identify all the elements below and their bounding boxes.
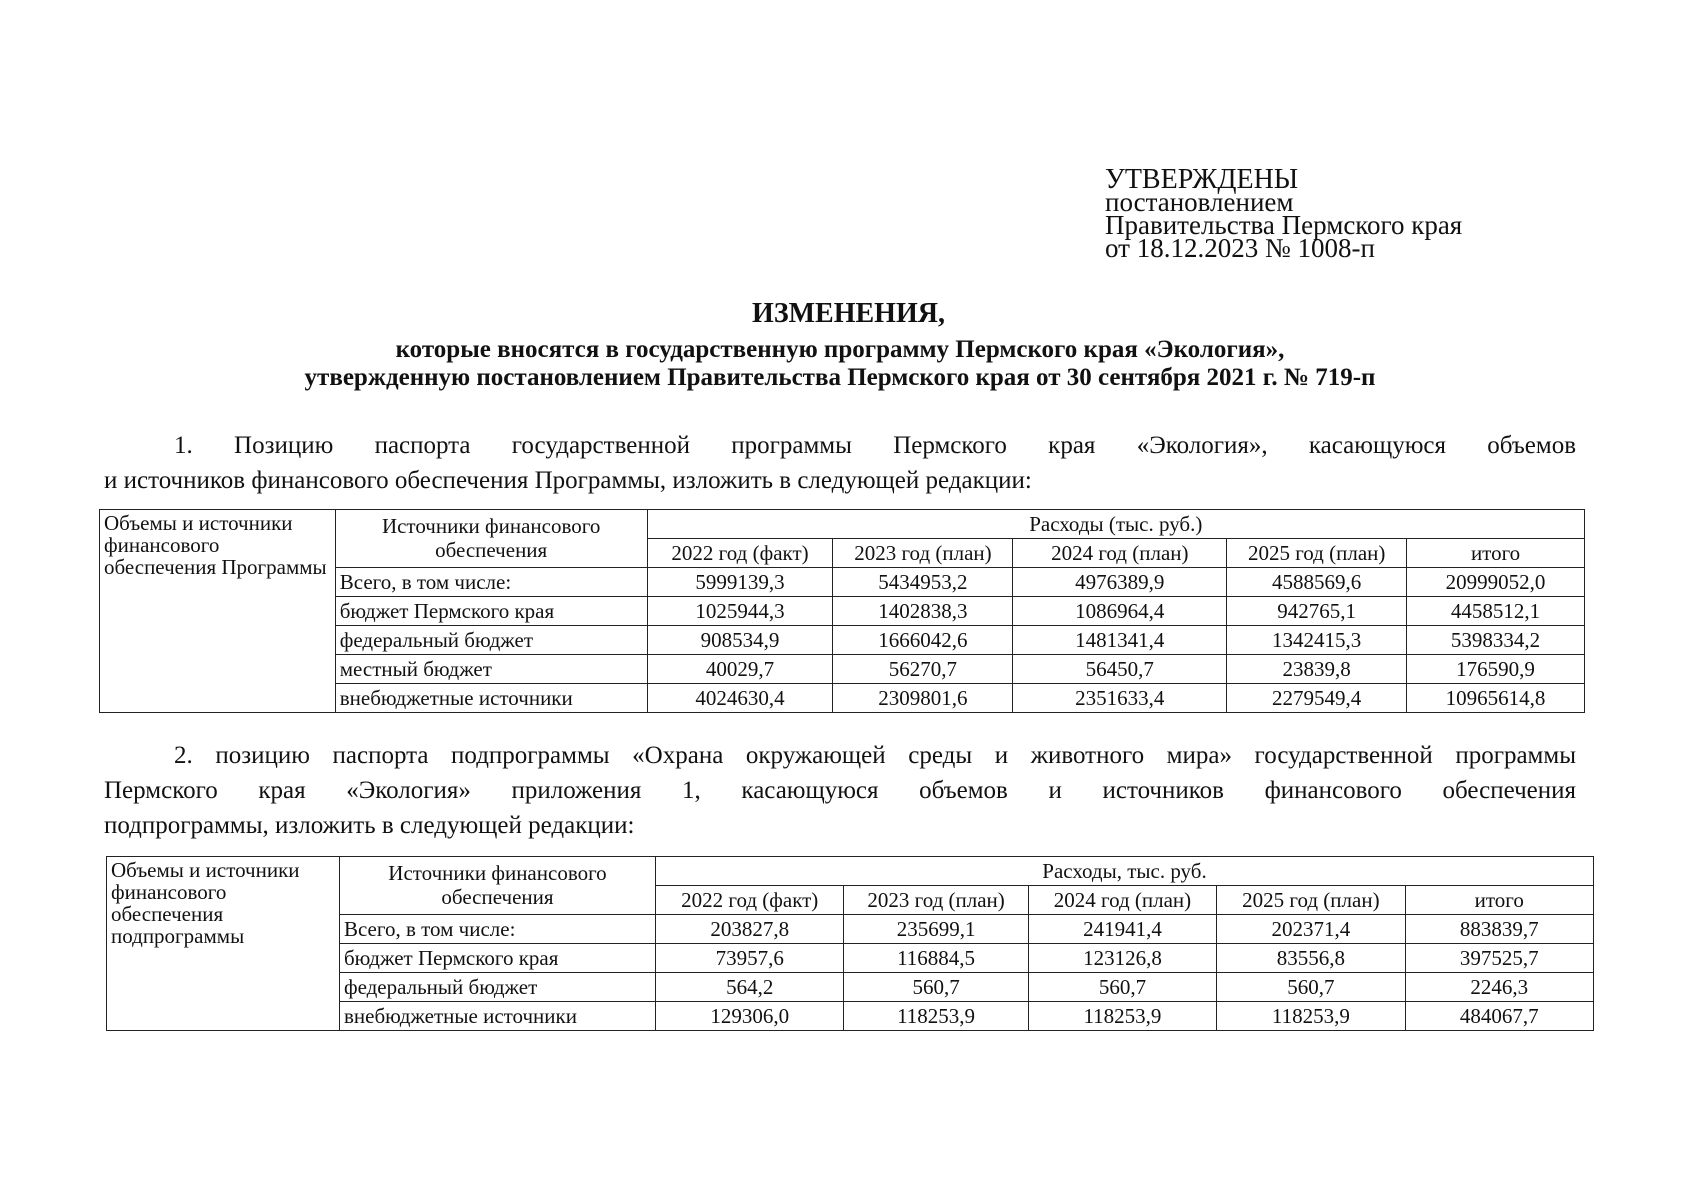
cell-value: 1666042,6	[833, 626, 1013, 655]
paragraph-2	[104, 738, 1576, 843]
row-label: федеральный бюджет	[339, 973, 655, 1002]
cell-value: 560,7	[1217, 973, 1405, 1002]
cell-value: 83556,8	[1217, 944, 1405, 973]
year-header: 2022 год (факт)	[647, 539, 833, 568]
cell-value: 942765,1	[1227, 597, 1407, 626]
expenses-header: Расходы (тыс. руб.)	[647, 510, 1584, 539]
table-first-column-header: Объемы и источники финансового обеспечения Программы	[100, 510, 336, 713]
cell-value: 116884,5	[844, 944, 1028, 973]
approval-line: Правительства Пермского края	[1105, 210, 1463, 240]
cell-total: 10965614,8	[1407, 684, 1585, 713]
cell-value: 1402838,3	[833, 597, 1013, 626]
row-label: федеральный бюджет	[335, 626, 647, 655]
cell-value: 73957,6	[656, 944, 844, 973]
cell-total: 397525,7	[1405, 944, 1593, 973]
source-header: Источники финансового обеспечения	[335, 510, 647, 568]
total-header: итого	[1407, 539, 1585, 568]
cell-value: 23839,8	[1227, 655, 1407, 684]
row-label: бюджет Пермского края	[335, 597, 647, 626]
cell-value: 560,7	[1028, 973, 1216, 1002]
cell-value: 564,2	[656, 973, 844, 1002]
cell-value: 235699,1	[844, 915, 1028, 944]
cell-total: 4458512,1	[1407, 597, 1585, 626]
cell-value: 56270,7	[833, 655, 1013, 684]
year-header: 2024 год (план)	[1028, 886, 1216, 915]
cell-value: 56450,7	[1013, 655, 1227, 684]
row-label: Всего, в том числе:	[335, 568, 647, 597]
year-header: 2023 год (план)	[833, 539, 1013, 568]
cell-value: 118253,9	[1028, 1002, 1216, 1031]
row-label: местный бюджет	[335, 655, 647, 684]
row-label: бюджет Пермского края	[339, 944, 655, 973]
subtitle-line: утвержденную постановлением Правительства Пермского края от 30 сентября 2021 г. № 719-п	[304, 364, 1376, 391]
cell-value: 560,7	[844, 973, 1028, 1002]
paragraph-line: подпрограммы, изложить в следующей редакции:	[104, 812, 635, 839]
document-title: ИЗМЕНЕНИЯ,	[752, 298, 945, 329]
cell-total: 20999052,0	[1407, 568, 1585, 597]
cell-value: 1481341,4	[1013, 626, 1227, 655]
cell-value: 5999139,3	[647, 568, 833, 597]
cell-value: 2279549,4	[1227, 684, 1407, 713]
cell-value: 1086964,4	[1013, 597, 1227, 626]
expenses-header: Расходы, тыс. руб.	[656, 857, 1594, 886]
paragraph-1	[104, 428, 1576, 498]
cell-total: 484067,7	[1405, 1002, 1593, 1031]
year-header: 2025 год (план)	[1227, 539, 1407, 568]
cell-total: 883839,7	[1405, 915, 1593, 944]
program-finance-table	[99, 509, 1585, 713]
paragraph-line: Пермского края «Экология» приложения 1, касающуюся объемов и источников финансового обеспечения	[104, 777, 1576, 804]
total-header: итого	[1405, 886, 1593, 915]
paragraph-line: и источников финансового обеспечения Программы, изложить в следующей редакции:	[104, 467, 1032, 494]
cell-value: 908534,9	[647, 626, 833, 655]
paragraph-line: 1. Позицию паспорта государственной программы Пермского края «Экология», касающуюся объемов	[174, 432, 1576, 459]
cell-value: 4976389,9	[1013, 568, 1227, 597]
approval-heading: УТВЕРЖДЕНЫ	[1105, 164, 1299, 195]
cell-value: 129306,0	[656, 1002, 844, 1031]
row-label: внебюджетные источники	[339, 1002, 655, 1031]
cell-value: 203827,8	[656, 915, 844, 944]
cell-value: 40029,7	[647, 655, 833, 684]
cell-value: 4588569,6	[1227, 568, 1407, 597]
table-first-column-header: Объемы и источники финансового обеспечения подпрограммы	[107, 857, 340, 1031]
year-header: 2025 год (план)	[1217, 886, 1405, 915]
year-header: 2022 год (факт)	[656, 886, 844, 915]
source-header: Источники финансового обеспечения	[339, 857, 655, 915]
cell-value: 5434953,2	[833, 568, 1013, 597]
row-label: Всего, в том числе:	[339, 915, 655, 944]
approval-block	[1105, 164, 1463, 263]
subprogram-finance-table	[106, 856, 1594, 1031]
approval-line: постановлением	[1105, 187, 1294, 217]
cell-value: 241941,4	[1028, 915, 1216, 944]
cell-value: 202371,4	[1217, 915, 1405, 944]
cell-value: 2309801,6	[833, 684, 1013, 713]
cell-value: 118253,9	[844, 1002, 1028, 1031]
cell-total: 5398334,2	[1407, 626, 1585, 655]
cell-total: 2246,3	[1405, 973, 1593, 1002]
cell-value: 123126,8	[1028, 944, 1216, 973]
paragraph-line: 2. позицию паспорта подпрограммы «Охрана окружающей среды и животного мира» государственной программы	[174, 742, 1576, 769]
document-subtitle	[200, 336, 1480, 392]
cell-value: 2351633,4	[1013, 684, 1227, 713]
year-header: 2024 год (план)	[1013, 539, 1227, 568]
cell-value: 118253,9	[1217, 1002, 1405, 1031]
year-header: 2023 год (план)	[844, 886, 1028, 915]
cell-value: 1025944,3	[647, 597, 833, 626]
cell-total: 176590,9	[1407, 655, 1585, 684]
approval-date-number: от 18.12.2023 № 1008-п	[1105, 233, 1375, 263]
row-label: внебюджетные источники	[335, 684, 647, 713]
subtitle-line: которые вносятся в государственную программу Пермского края «Экология»,	[395, 336, 1285, 363]
cell-value: 4024630,4	[647, 684, 833, 713]
cell-value: 1342415,3	[1227, 626, 1407, 655]
